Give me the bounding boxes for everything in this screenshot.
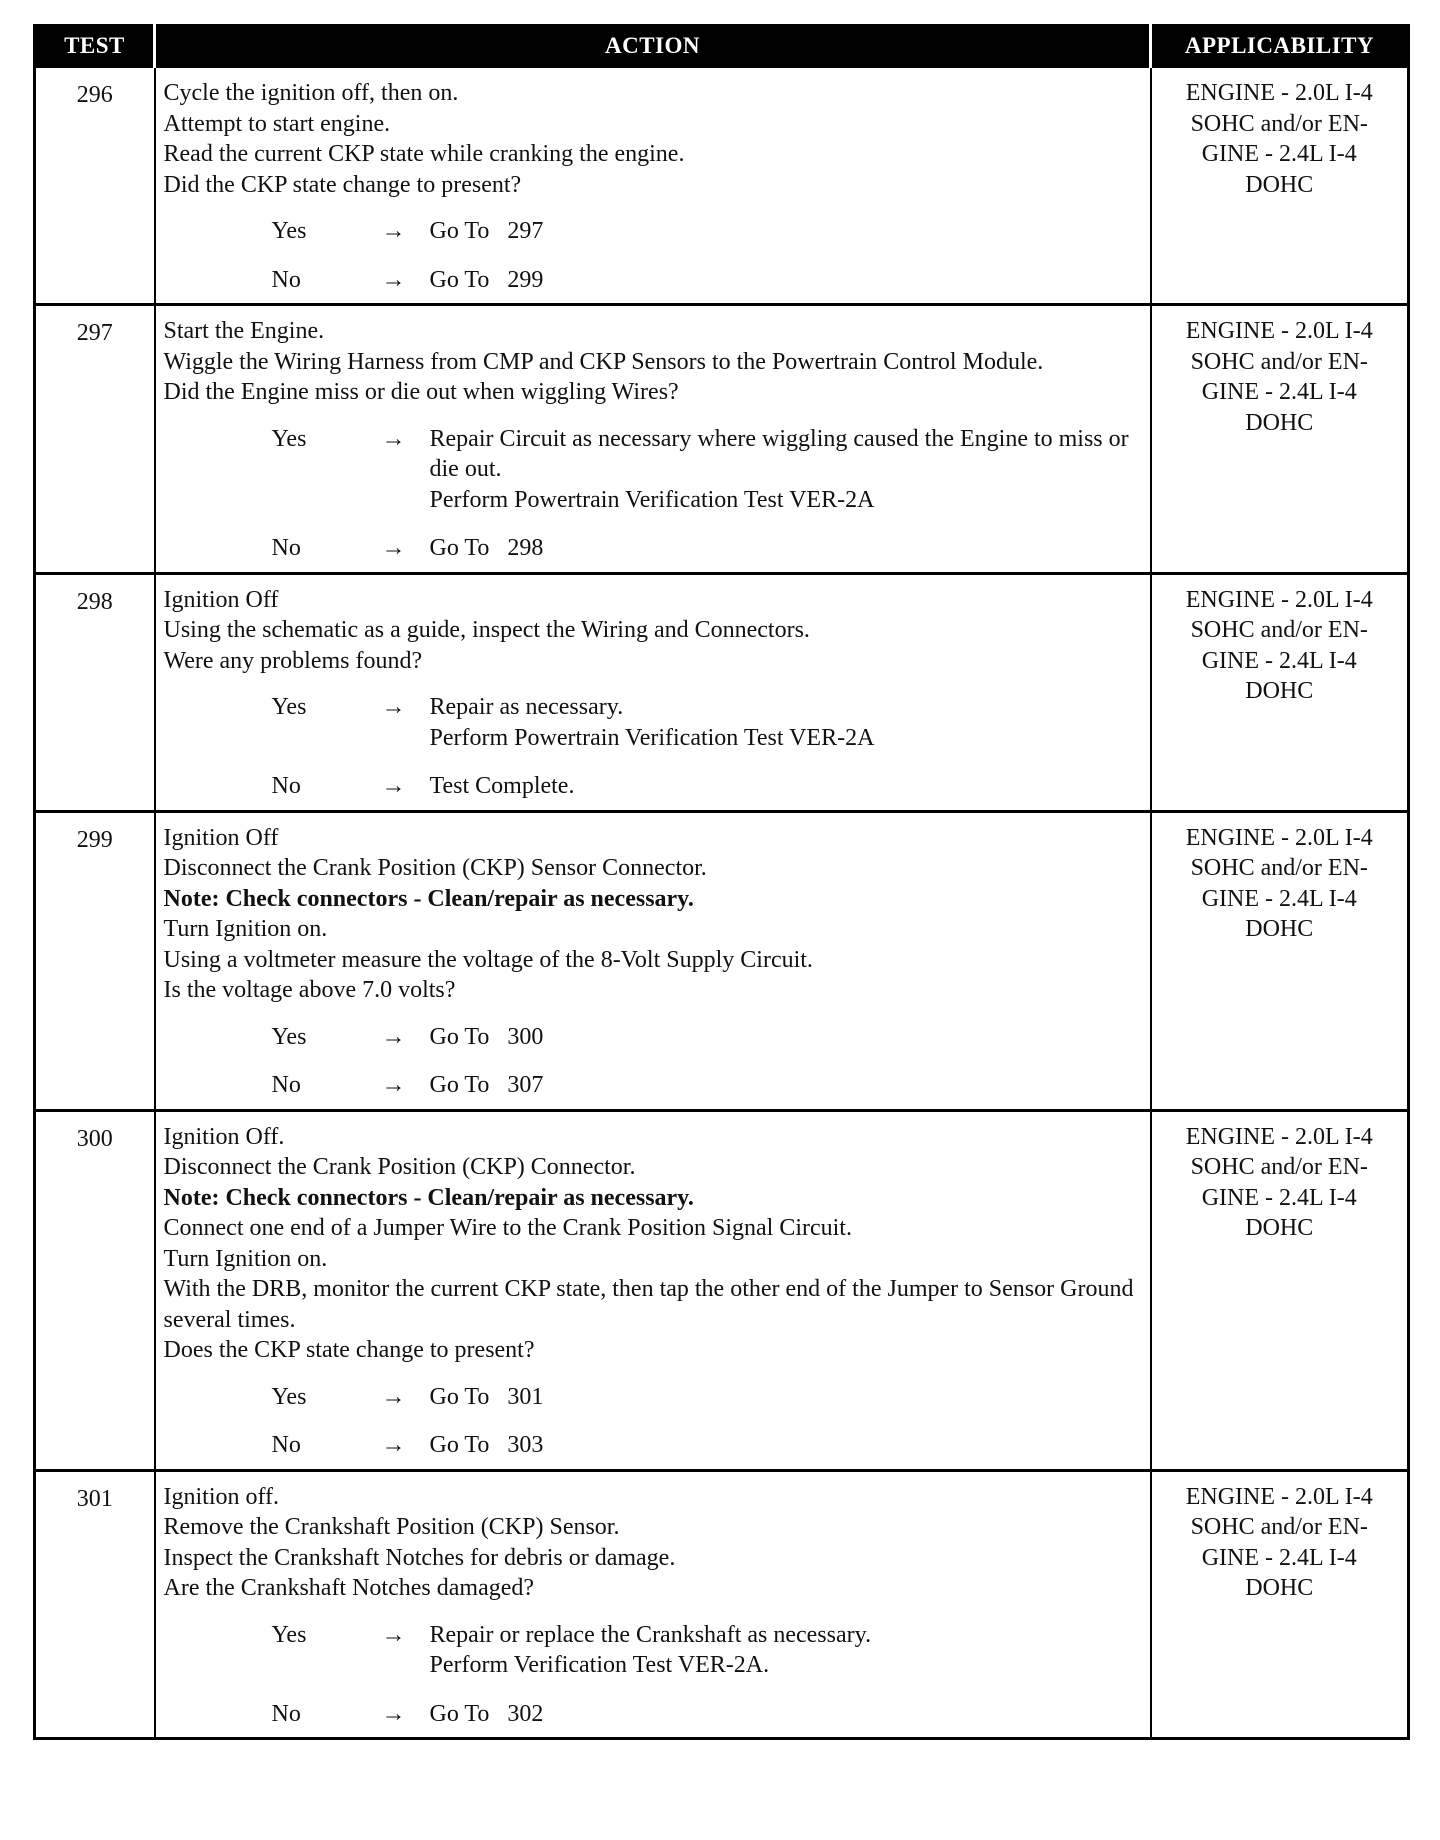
branch-result <box>430 424 1142 516</box>
test-number: 299 <box>35 811 155 1110</box>
action-step: Turn Ignition on. <box>163 1245 328 1272</box>
no-branch <box>164 533 1142 564</box>
right-arrow-icon: → <box>381 1023 406 1050</box>
action-step: Remove the Crankshaft Position (CKP) Sensor. <box>163 1514 620 1540</box>
test-number: 297 <box>35 305 155 574</box>
action-step: Disconnect the Crank Position (CKP) Sensor Connector. <box>163 855 707 881</box>
branch-result <box>430 216 1142 247</box>
no-branch <box>164 1430 1142 1461</box>
branch-result-line: Repair or replace the Crankshaft as necessary. <box>429 1621 872 1648</box>
branch-answer: No <box>271 1700 301 1727</box>
test-number: 298 <box>35 573 155 811</box>
branch-result <box>430 533 1142 564</box>
branch-result-line: Perform Powertrain Verification Test VER-2A <box>429 724 875 751</box>
branch-answer: No <box>271 1432 301 1458</box>
action-step: Turn Ignition on. <box>163 916 328 942</box>
action-step: Read the current CKP state while cranking the engine. <box>163 141 685 167</box>
right-arrow-icon: → <box>381 1072 406 1098</box>
action-step: Ignition Off <box>163 824 279 851</box>
action-step: Were any problems found? <box>163 647 423 674</box>
result-branches <box>164 1620 1142 1730</box>
branch-answer: No <box>271 535 301 561</box>
action-step: Start the Engine. <box>163 318 325 344</box>
branch-result-line: Go To 301 <box>429 1383 544 1410</box>
applicability-line: SOHC and/or EN- <box>1190 855 1368 881</box>
column-header-applicability: APPLICABILITY <box>1151 26 1409 67</box>
branch-answer: Yes <box>271 1383 307 1410</box>
branch-result <box>430 265 1142 296</box>
table-row <box>35 67 1409 305</box>
action-step: Connect one end of a Jumper Wire to the Crank Position Signal Circuit. <box>163 1215 852 1241</box>
applicability-cell <box>1151 573 1409 811</box>
table-row <box>35 573 1409 811</box>
branch-result <box>430 1070 1142 1101</box>
action-step: Did the Engine miss or die out when wiggling Wires? <box>163 379 679 405</box>
yes-branch <box>164 1382 1142 1413</box>
applicability-line: ENGINE - 2.0L I-4 <box>1185 1483 1373 1510</box>
note-step: Note: Check connectors - Clean/repair as necessary. <box>163 885 694 912</box>
applicability-line: SOHC and/or EN- <box>1190 348 1368 375</box>
action-step: Is the voltage above 7.0 volts? <box>163 977 456 1003</box>
table-header-row <box>35 26 1409 67</box>
result-branches <box>164 216 1142 295</box>
test-number: 301 <box>35 1470 155 1739</box>
applicability-line: SOHC and/or EN- <box>1190 110 1368 137</box>
action-cell <box>155 305 1151 574</box>
applicability-line: DOHC <box>1245 171 1314 198</box>
applicability-line: DOHC <box>1245 409 1314 436</box>
action-step: Did the CKP state change to present? <box>163 171 522 198</box>
table-row <box>35 1110 1409 1470</box>
right-arrow-icon: → <box>381 218 406 244</box>
yes-branch <box>164 1022 1142 1053</box>
applicability-cell <box>1151 305 1409 574</box>
right-arrow-icon: → <box>381 694 406 720</box>
table-row <box>35 305 1409 574</box>
yes-branch <box>164 692 1142 753</box>
branch-result-line: Go To 307 <box>429 1072 544 1098</box>
branch-answer: Yes <box>271 1023 307 1050</box>
yes-branch <box>164 424 1142 516</box>
branch-answer: No <box>271 1072 301 1098</box>
action-step: Are the Crankshaft Notches damaged? <box>163 1575 535 1601</box>
right-arrow-icon: → <box>381 266 406 293</box>
applicability-line: SOHC and/or EN- <box>1190 1154 1368 1180</box>
applicability-cell <box>1151 67 1409 305</box>
applicability-cell <box>1151 1110 1409 1470</box>
applicability-cell <box>1151 1470 1409 1739</box>
result-branches <box>164 1382 1142 1461</box>
action-step: With the DRB, monitor the current CKP state, then tap the other end of the Jumper to Sensor Ground several times. <box>163 1276 1134 1333</box>
action-cell <box>155 1110 1151 1470</box>
action-step: Ignition Off. <box>163 1123 285 1150</box>
action-step: Ignition Off <box>163 586 279 613</box>
branch-result <box>430 1620 1142 1681</box>
diagnostic-page <box>33 24 1407 1740</box>
action-step: Inspect the Crankshaft Notches for debris or damage. <box>163 1544 676 1571</box>
branch-answer: Yes <box>271 1621 307 1648</box>
table-body <box>35 67 1409 1739</box>
branch-answer: Yes <box>271 218 307 244</box>
table-row <box>35 811 1409 1110</box>
right-arrow-icon: → <box>381 773 406 799</box>
column-header-test: TEST <box>35 26 155 67</box>
yes-branch <box>164 1620 1142 1681</box>
action-cell <box>155 1470 1151 1739</box>
branch-result <box>430 1022 1142 1053</box>
no-branch <box>164 1699 1142 1730</box>
branch-answer: Yes <box>271 694 307 720</box>
branch-result-line: Perform Powertrain Verification Test VER-2A <box>429 486 875 513</box>
right-arrow-icon: → <box>381 425 406 452</box>
column-header-action: ACTION <box>155 26 1151 67</box>
no-branch <box>164 265 1142 296</box>
action-cell <box>155 811 1151 1110</box>
branch-result <box>430 1382 1142 1413</box>
result-branches <box>164 424 1142 564</box>
action-step: Cycle the ignition off, then on. <box>163 80 459 106</box>
branch-result <box>430 1430 1142 1461</box>
test-number: 300 <box>35 1110 155 1470</box>
action-step: Does the CKP state change to present? <box>163 1337 535 1363</box>
branch-result-line: Repair as necessary. <box>429 694 624 720</box>
applicability-line: SOHC and/or EN- <box>1190 617 1368 643</box>
action-step: Attempt to start engine. <box>163 110 391 137</box>
action-cell <box>155 67 1151 305</box>
branch-answer: Yes <box>271 425 307 452</box>
branch-result <box>430 1699 1142 1730</box>
action-step: Disconnect the Crank Position (CKP) Connector. <box>163 1154 636 1180</box>
right-arrow-icon: → <box>381 1621 406 1648</box>
yes-branch <box>164 216 1142 247</box>
no-branch <box>164 1070 1142 1101</box>
action-step: Using a voltmeter measure the voltage of the 8-Volt Supply Circuit. <box>163 946 813 973</box>
applicability-line: ENGINE - 2.0L I-4 <box>1185 318 1373 344</box>
test-number: 296 <box>35 67 155 305</box>
branch-result-line: Go To 298 <box>429 535 544 561</box>
applicability-line: ENGINE - 2.0L I-4 <box>1185 1123 1373 1150</box>
right-arrow-icon: → <box>381 1432 406 1458</box>
applicability-line: GINE - 2.4L I-4 <box>1201 1184 1357 1211</box>
action-step: Wiggle the Wiring Harness from CMP and CKP Sensors to the Powertrain Control Module. <box>163 348 1044 375</box>
applicability-line: GINE - 2.4L I-4 <box>1201 647 1357 674</box>
applicability-line: SOHC and/or EN- <box>1190 1514 1368 1540</box>
branch-result-line: Go To 302 <box>429 1700 544 1727</box>
right-arrow-icon: → <box>381 1700 406 1727</box>
branch-result-line: Test Complete. <box>429 773 575 799</box>
branch-result <box>430 692 1142 753</box>
result-branches <box>164 692 1142 802</box>
action-cell <box>155 573 1151 811</box>
applicability-line: DOHC <box>1245 916 1314 942</box>
right-arrow-icon: → <box>381 1383 406 1410</box>
action-step: Ignition off. <box>163 1483 280 1510</box>
branch-result-line: Perform Verification Test VER-2A. <box>429 1652 770 1678</box>
action-step: Using the schematic as a guide, inspect the Wiring and Connectors. <box>163 617 810 643</box>
branch-result <box>430 771 1142 802</box>
branch-result-line: Repair Circuit as necessary where wiggling caused the Engine to miss or die out. <box>429 425 1135 482</box>
applicability-line: GINE - 2.4L I-4 <box>1201 141 1357 167</box>
diagnostic-test-table <box>33 24 1410 1740</box>
right-arrow-icon: → <box>381 535 406 561</box>
applicability-line: DOHC <box>1245 1215 1314 1241</box>
branch-result-line: Go To 300 <box>429 1023 544 1050</box>
branch-answer: No <box>271 773 301 799</box>
applicability-line: DOHC <box>1245 678 1314 704</box>
branch-result-line: Go To 303 <box>429 1432 544 1458</box>
applicability-cell <box>1151 811 1409 1110</box>
applicability-line: ENGINE - 2.0L I-4 <box>1185 586 1373 613</box>
note-step: Note: Check connectors - Clean/repair as necessary. <box>163 1184 694 1211</box>
applicability-line: DOHC <box>1245 1575 1314 1601</box>
result-branches <box>164 1022 1142 1101</box>
branch-result-line: Go To 297 <box>429 218 544 244</box>
table-row <box>35 1470 1409 1739</box>
applicability-line: ENGINE - 2.0L I-4 <box>1185 80 1373 106</box>
no-branch <box>164 771 1142 802</box>
applicability-line: GINE - 2.4L I-4 <box>1201 885 1357 912</box>
branch-result-line: Go To 299 <box>429 266 544 293</box>
branch-answer: No <box>271 266 301 293</box>
applicability-line: GINE - 2.4L I-4 <box>1201 379 1357 405</box>
applicability-line: ENGINE - 2.0L I-4 <box>1185 824 1373 851</box>
applicability-line: GINE - 2.4L I-4 <box>1201 1544 1357 1571</box>
